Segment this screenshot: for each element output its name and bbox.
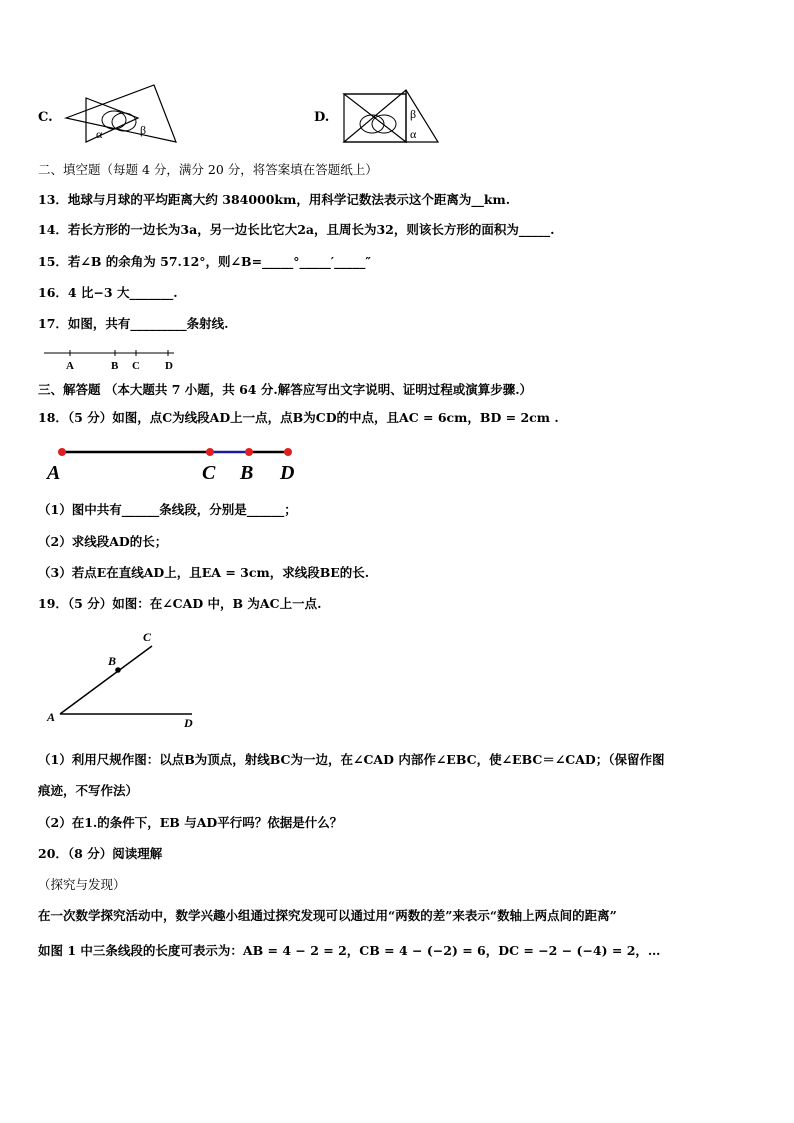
question-19: 19．（5 分）如图：在∠CAD 中，B 为AC上一点. bbox=[38, 596, 322, 611]
question-15: 15．若∠B 的余角为 57.12°，则∠B=_____°_____′_____″ bbox=[38, 254, 371, 269]
option-d-figure bbox=[338, 82, 448, 152]
question-19-sub-2: （2）在1.的条件下，EB 与AD平行吗？依据是什么？ bbox=[38, 815, 343, 830]
q18-label-d: D bbox=[280, 462, 295, 482]
q17-label-b: B bbox=[111, 360, 119, 372]
q19-ray-ac bbox=[60, 646, 152, 714]
option-d-label: D. bbox=[314, 110, 330, 125]
question-18-sub-2: （2）求线段AD的长； bbox=[38, 534, 168, 549]
question-20: 20．（8 分）阅读理解 bbox=[38, 846, 163, 861]
q19-label-c: C bbox=[143, 630, 152, 644]
question-18-sub-3: （3）若点E在直线AD上，且EA = 3cm，求线段BE的长. bbox=[38, 565, 370, 580]
q18-point-b bbox=[245, 448, 253, 456]
question-17: 17．如图，共有_________条射线. bbox=[38, 316, 229, 331]
question-20-sub-heading: （探究与发现） bbox=[38, 877, 126, 892]
q17-label-c: C bbox=[132, 360, 140, 372]
question-20-paragraph-2: 如图 1 中三条线段的长度可表示为：AB = 4 − 2 = 2，CB = 4 − (−2) = 6，DC = −2 − (−4) = 2，… bbox=[38, 943, 661, 958]
q17-label-d: D bbox=[165, 360, 173, 372]
option-d-beta: β bbox=[410, 107, 417, 121]
question-19-sub-1-line-2: 痕迹，不写作法） bbox=[38, 783, 139, 798]
q18-label-b: B bbox=[240, 462, 254, 482]
question-13: 13．地球与月球的平均距离大约 384000km，用科学记数法表示这个距离为__km. bbox=[38, 192, 511, 207]
question-17-figure bbox=[40, 344, 190, 376]
question-18-figure bbox=[44, 442, 314, 482]
option-c-alpha: α bbox=[96, 127, 103, 141]
q18-label-c: C bbox=[202, 462, 216, 482]
question-14: 14．若长方形的一边长为3a，另一边长比它大2a，且周长为32，则该长方形的面积为_____. bbox=[38, 222, 555, 237]
question-16: 16．4 比−3 大_______. bbox=[38, 285, 178, 300]
section-2-heading: 二、填空题（每题 4 分，满分 20 分，将答案填在答题纸上） bbox=[38, 162, 378, 177]
q19-label-a: A bbox=[47, 710, 56, 724]
q19-point-b bbox=[115, 667, 121, 673]
section-3-heading: 三、解答题 （本大题共 7 小题，共 64 分.解答应写出文字说明、证明过程或演算步骤.） bbox=[38, 382, 533, 397]
q18-label-a: A bbox=[47, 462, 61, 482]
question-18-sub-1: （1）图中共有______条线段，分别是______； bbox=[38, 502, 297, 517]
q17-label-a: A bbox=[66, 360, 74, 372]
option-d-alpha: α bbox=[410, 127, 417, 141]
q18-point-d bbox=[284, 448, 292, 456]
question-19-figure bbox=[44, 628, 214, 738]
question-19-sub-1-line-1: （1）利用尺规作图：以点B为顶点，射线BC为一边，在∠CAD 内部作∠EBC，使∠EBC＝∠CAD；（保留作图 bbox=[38, 752, 665, 767]
option-c-figure bbox=[62, 80, 182, 150]
q18-point-a bbox=[58, 448, 66, 456]
q19-label-b: B bbox=[108, 654, 117, 668]
question-20-paragraph-1: 在一次数学探究活动中，数学兴趣小组通过探究发现可以通过用“两数的差”来表示“数轴上两点间的距离” bbox=[38, 908, 617, 923]
question-18: 18．（5 分）如图，点C为线段AD上一点，点B为CD的中点，且AC = 6cm，BD = 2cm . bbox=[38, 410, 559, 425]
q18-point-c bbox=[206, 448, 214, 456]
option-d-triangle-2 bbox=[344, 90, 438, 142]
option-c-label: C. bbox=[38, 110, 53, 125]
q19-label-d: D bbox=[184, 716, 193, 730]
option-c-beta: β bbox=[140, 123, 147, 137]
